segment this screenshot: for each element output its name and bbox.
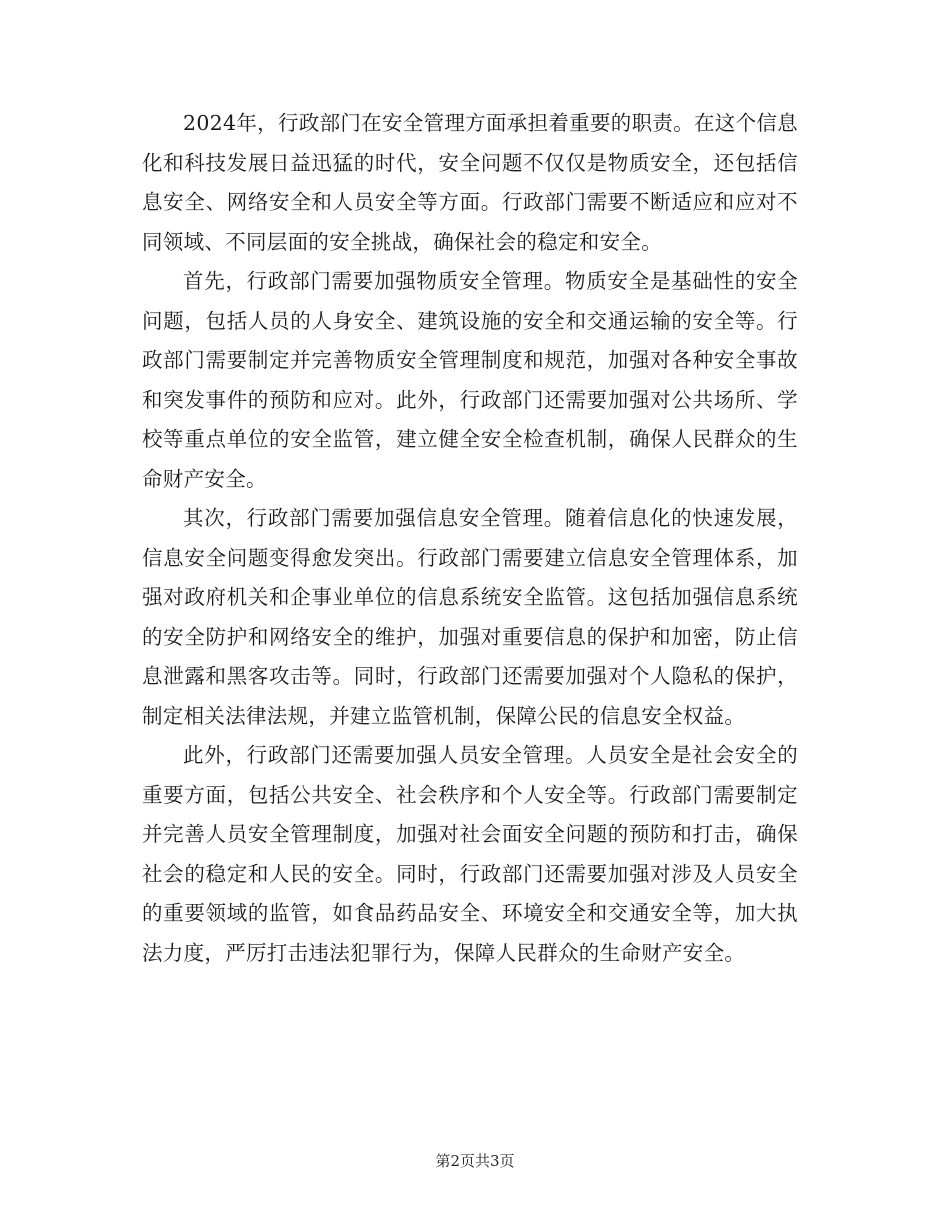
document-body xyxy=(142,104,798,973)
paragraph-personnel-safety: 此外，行政部门还需要加强人员安全管理。人员安全是社会安全的重要方面，包括公共安全、社会秩序和个人安全等。行政部门需要制定并完善人员安全管理制度，加强对社会面安全问题的预防和打击，确保社会的稳定和人民的安全。同时，行政部门还需要加强对涉及人员安全的重要领域的监管，如食品药品安全、环境安全和交通安全等，加大执法力度，严厉打击违法犯罪行为，保障人民群众的生命财产安全。 xyxy=(142,743,798,965)
page-number-footer: 第2页共3页 xyxy=(435,1152,515,1170)
paragraph-information-safety: 其次，行政部门需要加强信息安全管理。随着信息化的快速发展，信息安全问题变得愈发突出。行政部门需要建立信息安全管理体系，加强对政府机关和企事业单位的信息系统安全监管。这包括加强信息系统的安全防护和网络安全的维护，加强对重要信息的保护和加密，防止信息泄露和黑客攻击等。同时，行政部门还需要加强对个人隐私的保护，制定相关法律法规，并建立监管机制，保障公民的信息安全权益。 xyxy=(142,506,798,728)
paragraph-intro: 2024年，行政部门在安全管理方面承担着重要的职责。在这个信息化和科技发展日益迅猛的时代，安全问题不仅仅是物质安全，还包括信息安全、网络安全和人员安全等方面。行政部门需要不断适应和应对不同领域、不同层面的安全挑战，确保社会的稳定和安全。 xyxy=(142,111,798,254)
paragraph-material-safety: 首先，行政部门需要加强物质安全管理。物质安全是基础性的安全问题，包括人员的人身安全、建筑设施的安全和交通运输的安全等。行政部门需要制定并完善物质安全管理制度和规范，加强对各种安全事故和突发事件的预防和应对。此外，行政部门还需要加强对公共场所、学校等重点单位的安全监管，建立健全安全检查机制，确保人民群众的生命财产安全。 xyxy=(142,269,798,491)
